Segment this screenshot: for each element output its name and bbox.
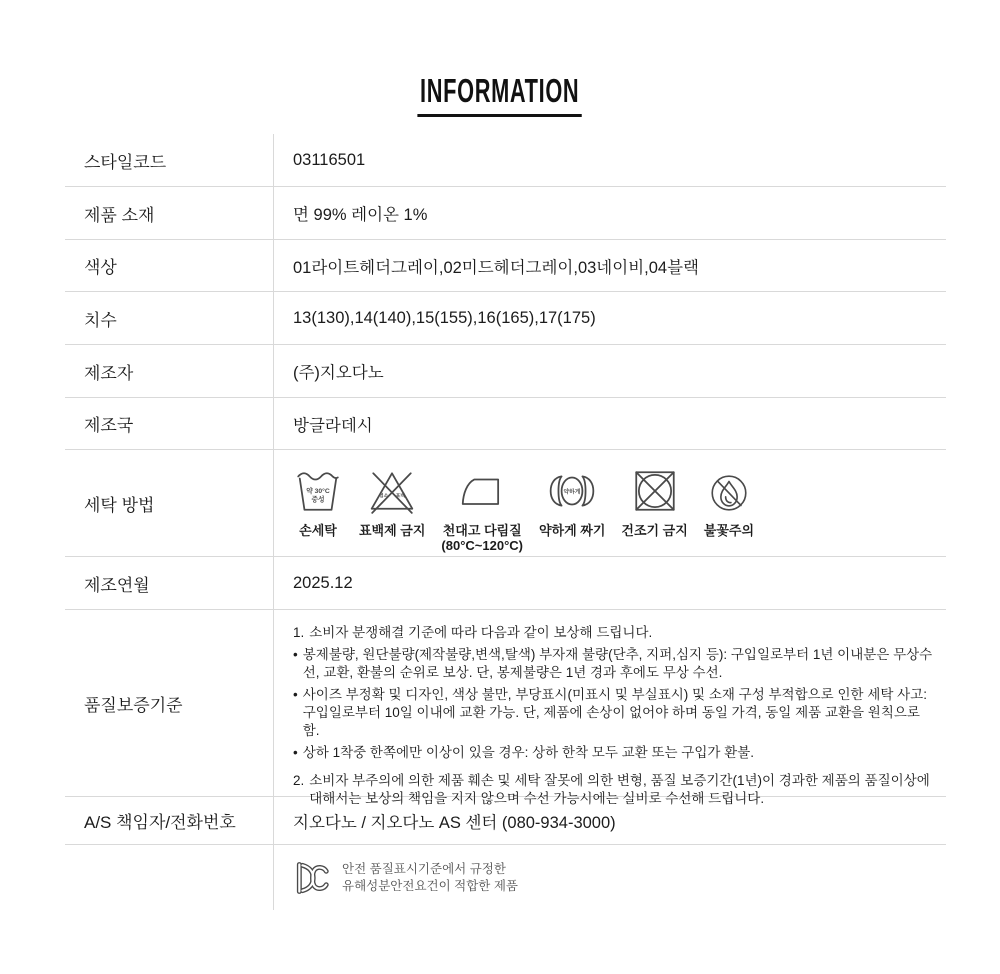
table-row-material — [65, 187, 946, 240]
table-row-country — [65, 398, 946, 450]
warranty-item — [293, 624, 938, 642]
wash-caption: 천대고 다림질 — [442, 523, 522, 538]
warranty-marker: 2. — [293, 773, 305, 788]
row-value: 13(130),14(140),15(155),16(165),17(175) — [273, 292, 946, 344]
hand-wash-icon — [293, 460, 343, 516]
row-label: 세탁 방법 — [84, 495, 155, 515]
wash-item-no-tumble-dry — [621, 460, 687, 538]
hand-wash-temp-text: 약 30°C — [306, 488, 330, 496]
warranty-item — [293, 686, 938, 740]
wash-item-wring — [539, 460, 605, 538]
row-value: 2025.12 — [273, 557, 946, 609]
warranty-item — [293, 646, 938, 682]
kc-cell — [273, 845, 946, 910]
table-row-as-contact — [65, 797, 946, 845]
wash-item-no-open-flame — [704, 460, 754, 538]
kc-text-line2: 유해성분안전요건이 적합한 제품 — [342, 878, 518, 893]
wring-gently-icon — [546, 460, 598, 516]
warranty-item-text: 소비자 분쟁해결 기준에 따라 다음과 같이 보상해 드립니다. — [309, 625, 653, 640]
wash-caption: 손세탁 — [299, 523, 337, 538]
row-label: 제조자 — [84, 363, 134, 383]
no-bleach-icon — [367, 460, 417, 516]
hand-wash-neutral-text: 중성 — [311, 496, 325, 504]
row-value: 01라이트헤더그레이,02미드헤더그레이,03네이비,04블랙 — [273, 240, 946, 291]
table-row-size — [65, 292, 946, 345]
wash-item-iron — [441, 460, 523, 553]
row-label: 치수 — [84, 310, 117, 330]
wash-caption: 표백제 금지 — [359, 523, 426, 538]
title-area — [0, 0, 1000, 117]
row-label — [65, 845, 273, 910]
kc-text — [342, 861, 518, 895]
warranty-marker: • — [293, 647, 298, 662]
table-row-color — [65, 240, 946, 292]
warranty-text — [273, 610, 946, 806]
table-row-style-code — [65, 134, 946, 187]
row-value: (주)지오다노 — [273, 345, 946, 397]
warranty-item — [293, 744, 938, 762]
warranty-item-text: 상하 1착중 한쪽에만 이상이 있을 경우: 상하 한착 모두 교환 또는 구입가 환불. — [302, 745, 754, 760]
wash-caption-2: (80°C~120°C) — [441, 538, 523, 553]
wash-caption: 건조기 금지 — [621, 523, 688, 538]
wring-gently-text: 약하게 — [563, 489, 581, 496]
wash-item-no-bleach — [359, 460, 425, 538]
table-row-wash-method — [65, 450, 946, 557]
warranty-marker: • — [293, 687, 298, 702]
row-label: 스타일코드 — [84, 152, 167, 172]
table-row-manufacture-date — [65, 557, 946, 610]
row-value: 면 99% 레이온 1% — [273, 187, 946, 239]
wash-item-hand-wash — [293, 460, 343, 538]
row-label: 제조국 — [84, 416, 134, 435]
row-value: 03116501 — [273, 134, 946, 186]
warranty-marker: 1. — [293, 625, 305, 640]
no-open-flame-icon — [706, 460, 752, 516]
warranty-item-text: 사이즈 부정확 및 디자인, 색상 불만, 부당표시(미표시 및 부실표시) 및 소재 구성 부적합으로 인한 세탁 사고: 구입일로부터 10일 이내에 교환 가능. 단, 제품에 손상이 없어야 하며 동일 가격, 동일 제품 교환을 원칙으로 함. — [302, 687, 927, 738]
kc-text-line1: 안전 품질표시기준에서 규정한 — [342, 861, 506, 876]
no-bleach-text-1: 염소 — [379, 494, 389, 500]
row-label: 색상 — [84, 258, 117, 277]
iron-icon — [457, 460, 507, 516]
table-row-manufacturer — [65, 345, 946, 398]
warranty-item-text: 소비자 부주의에 의한 제품 훼손 및 세탁 잘못에 의한 변형, 품질 보증기간(1년)이 경과한 제품의 품질이상에 대해서는 보상의 책임을 지지 않으며 수선 가능시에는 실비로 수선해 드립니다. — [309, 773, 930, 806]
wash-caption: 불꽃주의 — [703, 523, 755, 538]
row-label: 제조연월 — [84, 575, 150, 595]
wash-caption: 약하게 짜기 — [538, 523, 606, 538]
warranty-marker: • — [293, 745, 298, 760]
wash-icons — [273, 450, 946, 556]
kc-mark-icon — [293, 859, 331, 897]
table-row-kc-certification — [65, 845, 946, 910]
page-title: INFORMATION — [418, 72, 583, 117]
kc-mark-block — [293, 859, 518, 897]
warranty-item-text: 봉제불량, 원단불량(제작불량,변색,탈색) 부자재 불량(단추, 지퍼,심지 등): 구입일로부터 1년 이내분은 무상수선, 교환, 환불의 순위로 보상. 단, 봉제불량은 1년 경과 후에도 무상 수선. — [302, 647, 933, 680]
row-label: A/S 책임자/전화번호 — [84, 813, 236, 832]
row-value: 방글라데시 — [273, 398, 946, 449]
table-row-warranty — [65, 610, 946, 806]
no-tumble-dry-icon — [630, 460, 680, 516]
row-value: 지오다노 / 지오다노 AS 센터 (080-934-3000) — [273, 797, 946, 844]
row-label: 품질보증기준 — [84, 695, 183, 715]
row-label: 제품 소재 — [84, 205, 155, 225]
no-bleach-text-2: 표백 — [395, 494, 406, 500]
info-table — [65, 134, 946, 910]
